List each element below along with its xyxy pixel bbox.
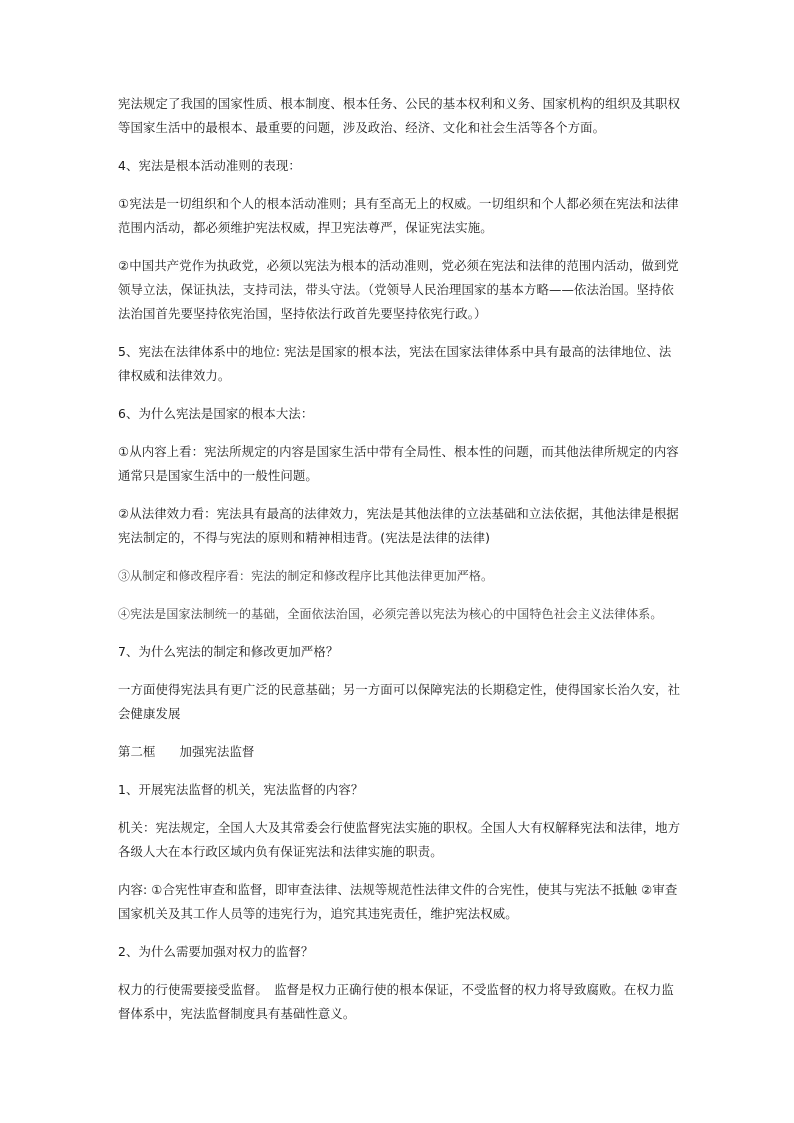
heading-5-legal-status: 5、宪法在法律体系中的地位: 宪法是国家的根本法，宪法在国家法律体系中具有最高的法律地位、法律权威和法律效力。 xyxy=(118,344,672,383)
paragraph-content: 内容: ①合宪性审查和监督，即审查法律、法规等规范性法律文件的合宪性，使其与宪法不抵触 ②审查国家机关及其工作人员等的违宪行为，追究其违宪责任，维护宪法权威。 xyxy=(118,882,678,921)
document-page xyxy=(118,92,683,1040)
paragraph-constitution-content: 宪法规定了我国的国家性质、根本制度、根本任务、公民的基本权利和义务、国家机构的组织及其职权等国家生活中的最根本、最重要的问题，涉及政治、经济、文化和社会生活等各个方面。 xyxy=(118,96,681,135)
heading-7-why-strict: 7、为什么宪法的制定和修改更加严格？ xyxy=(118,644,339,659)
paragraph-point-2-legal-effect: ②从法律效力看：宪法具有最高的法律效力，宪法是其他法律的立法基础和立法依据，其他法律是根据宪法制定的，不得与宪法的原则和精神相违背。(宪法是法律的法律) xyxy=(118,506,679,545)
section-heading-second-frame xyxy=(118,740,683,764)
paragraph-organ: 机关：宪法规定，全国人大及其常委会行使监督宪法实施的职权。全国人大有权解释宪法和法律，地方各级人大在本行政区域内负有保证宪法和法律实施的职责。 xyxy=(118,820,681,859)
heading-1-supervision-organ: 1、开展宪法监督的机关，宪法监督的内容？ xyxy=(118,782,364,797)
paragraph-point-1-all-organizations: ①宪法是一切组织和个人的根本活动准则；具有至高无上的权威。一切组织和个人都必须在宪法和法律范围内活动，都必须维护宪法权威，捍卫宪法尊严，保证宪法实施。 xyxy=(118,196,679,235)
section-label: 第二框 xyxy=(118,744,156,759)
heading-6-why-fundamental-law: 6、为什么宪法是国家的根本大法： xyxy=(118,406,314,421)
paragraph-strict-reasons: 一方面使得宪法具有更广泛的民意基础；另一方面可以保障宪法的长期稳定性，使得国家长治久安，社会健康发展 xyxy=(118,682,681,721)
heading-2-why-supervise-power: 2、为什么需要加强对权力的监督？ xyxy=(118,944,314,959)
paragraph-point-1-content: ①从内容上看：宪法所规定的内容是国家生活中带有全局性、根本性的问题，而其他法律所规定的内容通常只是国家生活中的一般性问题。 xyxy=(118,444,679,483)
paragraph-point-4-unity: ④宪法是国家法制统一的基础，全面依法治国，必须完善以宪法为核心的中国特色社会主义法律体系。 xyxy=(118,607,663,621)
paragraph-power-supervision: 权力的行使需要接受监督。 监督是权力正确行使的根本保证，不受监督的权力将导致腐败。在权力监督体系中，宪法监督制度具有基础性意义。 xyxy=(118,982,674,1021)
paragraph-point-2-communist-party: ②中国共产党作为执政党，必须以宪法为根本的活动准则，党必须在宪法和法律的范围内活动，做到党领导立法，保证执法，支持司法，带头守法。（党领导人民治理国家的基本方略——依法治国。坚持依法治国首先要坚持依宪治国，坚持依法行政首先要坚持依宪行政。） xyxy=(118,258,679,321)
section-title: 加强宪法监督 xyxy=(179,744,255,759)
heading-4-fundamental-norm: 4、宪法是根本活动准则的表现： xyxy=(118,158,301,173)
paragraph-point-3-procedure: ③从制定和修改程序看：宪法的制定和修改程序比其他法律更加严格。 xyxy=(118,569,494,583)
